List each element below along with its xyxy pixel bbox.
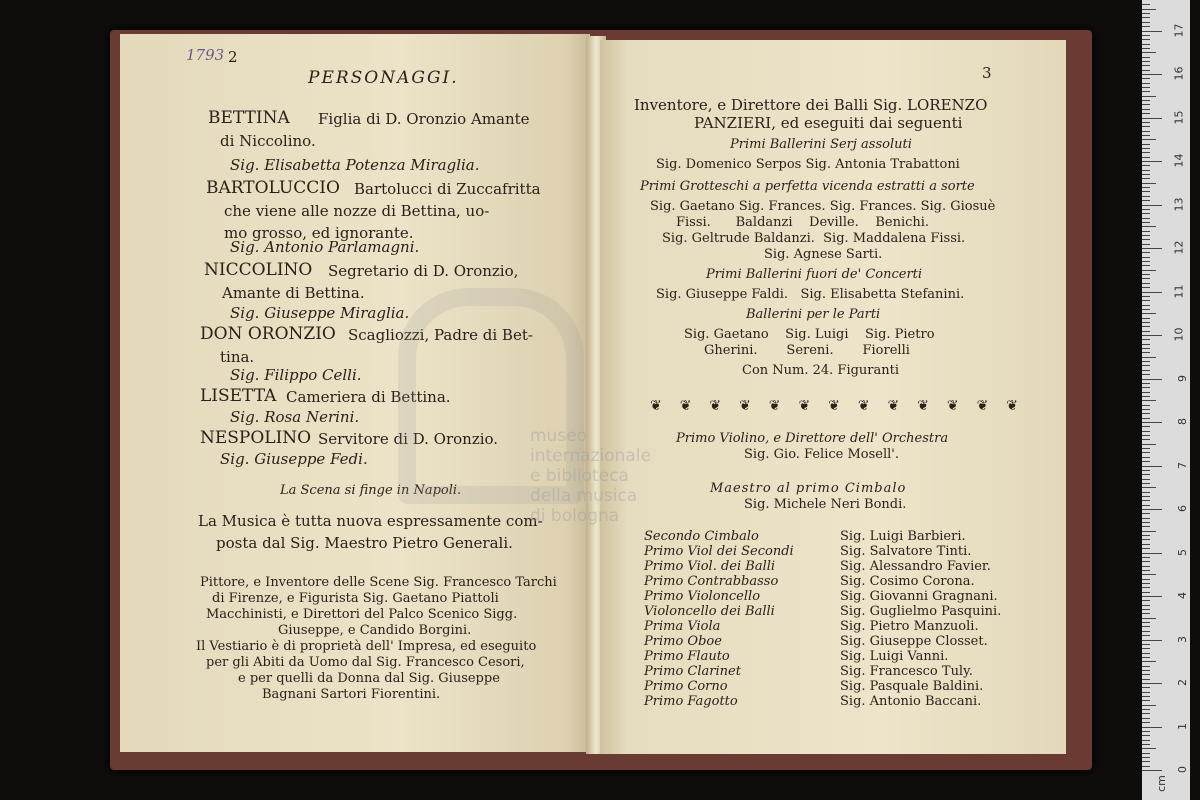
- dancer-names: Sig. Agnese Sarti.: [764, 247, 883, 262]
- ruler-label: 8: [1176, 418, 1189, 425]
- ruler-tick: [1142, 722, 1150, 723]
- ruler-tick: [1142, 235, 1150, 236]
- cast-role: Servitore di D. Oronzio.: [318, 430, 499, 448]
- ruler-tick: [1142, 466, 1162, 467]
- watermark-line: museo internazionale: [530, 426, 651, 466]
- orchestra-name: Sig. Giovanni Gragnani.: [840, 589, 998, 604]
- ruler-tick: [1142, 727, 1162, 728]
- ruler-label: 2: [1176, 679, 1189, 686]
- ruler-tick: [1142, 713, 1150, 714]
- ruler-tick: [1142, 661, 1156, 662]
- ruler-tick: [1142, 509, 1162, 510]
- ruler-tick: [1142, 283, 1150, 284]
- ruler-tick: [1142, 26, 1150, 27]
- ruler-tick: [1142, 583, 1150, 584]
- ruler-tick: [1142, 326, 1150, 327]
- section-heading: Primi Ballerini Serj assoluti: [730, 137, 912, 152]
- ruler-tick: [1142, 600, 1150, 601]
- ruler-tick: [1142, 248, 1162, 249]
- ruler-tick: [1142, 348, 1150, 349]
- section-heading: Primi Grotteschi a perfetta vicenda estratti a sorte: [640, 179, 975, 194]
- cast-role: tina.: [220, 348, 255, 366]
- ruler-tick: [1142, 209, 1150, 210]
- ruler-tick: [1142, 87, 1150, 88]
- ruler-tick: [1142, 705, 1156, 706]
- cast-name: BARTOLUCCIO: [206, 178, 340, 198]
- ruler-tick: [1142, 252, 1150, 253]
- ruler-tick: [1142, 666, 1150, 667]
- ruler-tick: [1142, 135, 1150, 136]
- ruler-tick: [1142, 526, 1150, 527]
- ruler-tick: [1142, 418, 1150, 419]
- cast-role: Amante di Bettina.: [222, 284, 365, 302]
- ruler-tick: [1142, 139, 1156, 140]
- ruler-tick: [1142, 374, 1150, 375]
- ruler-tick: [1142, 4, 1150, 5]
- ruler-tick: [1142, 205, 1162, 206]
- orchestra-name: Sig. Alessandro Favier.: [840, 559, 991, 574]
- cast-name: BETTINA: [208, 108, 290, 128]
- ruler-tick: [1142, 709, 1150, 710]
- ruler-tick: [1142, 165, 1150, 166]
- credit-line: Bagnani Sartori Fiorentini.: [262, 687, 441, 702]
- ruler-tick: [1142, 435, 1150, 436]
- ruler-tick: [1142, 178, 1150, 179]
- ruler-tick: [1142, 392, 1150, 393]
- cast-name: LISETTA: [200, 386, 277, 406]
- ruler-tick: [1142, 131, 1150, 132]
- ruler-tick: [1142, 383, 1150, 384]
- ruler-tick: [1142, 718, 1150, 719]
- ornament-icon: ❦: [739, 398, 751, 414]
- ruler-label: 6: [1176, 505, 1189, 512]
- ruler-tick: [1142, 274, 1150, 275]
- ruler-tick: [1142, 91, 1150, 92]
- ruler-tick: [1142, 152, 1150, 153]
- ruler-tick: [1142, 492, 1150, 493]
- ruler-tick: [1142, 431, 1150, 432]
- ruler-tick: [1142, 426, 1150, 427]
- ruler-tick: [1142, 9, 1156, 10]
- cast-performer: Sig. Rosa Nerini.: [230, 408, 360, 426]
- ruler-tick: [1142, 413, 1150, 414]
- ruler-tick: [1142, 448, 1150, 449]
- ruler-tick: [1142, 409, 1150, 410]
- ruler-tick: [1142, 566, 1150, 567]
- musician-name: Sig. Michele Neri Bondi.: [744, 497, 907, 512]
- ruler-tick: [1142, 370, 1150, 371]
- ornament-icon: ❦: [1006, 398, 1018, 414]
- ruler-tick: [1142, 61, 1150, 62]
- orchestra-name: Sig. Salvatore Tinti.: [840, 544, 972, 559]
- ruler-tick: [1142, 148, 1150, 149]
- ruler-tick: [1142, 244, 1150, 245]
- ruler-tick: [1142, 35, 1150, 36]
- ruler-tick: [1142, 574, 1156, 575]
- ruler-tick: [1142, 444, 1156, 445]
- cast-performer: Sig. Elisabetta Potenza Miraglia.: [230, 156, 480, 174]
- music-credit: posta dal Sig. Maestro Pietro Generali.: [216, 534, 513, 552]
- ruler-tick: [1142, 479, 1150, 480]
- ruler-tick: [1142, 474, 1150, 475]
- ornament-border: [650, 397, 1018, 415]
- section-heading: Primi Ballerini fuori de' Concerti: [706, 267, 923, 282]
- ruler-tick: [1142, 305, 1150, 306]
- orchestra-role: Secondo Cimbalo: [644, 529, 759, 544]
- ruler-tick: [1142, 753, 1150, 754]
- ruler-tick: [1142, 309, 1150, 310]
- ruler-tick: [1142, 396, 1150, 397]
- ruler-label: 5: [1176, 548, 1189, 556]
- ruler-tick: [1142, 505, 1150, 506]
- ruler-tick: [1142, 679, 1150, 680]
- music-credit: La Musica è tutta nuova espressamente com-: [198, 512, 543, 530]
- ornament-icon: ❦: [650, 398, 662, 414]
- ornament-icon: ❦: [679, 398, 692, 414]
- ruler-tick: [1142, 357, 1156, 358]
- ornament-icon: ❦: [798, 398, 811, 414]
- ruler-tick: [1142, 144, 1150, 145]
- ruler-tick: [1142, 300, 1150, 301]
- ruler-label: 14: [1172, 153, 1186, 168]
- ruler-tick: [1142, 231, 1150, 232]
- ornament-icon: ❦: [857, 398, 870, 414]
- ruler-tick: [1142, 470, 1150, 471]
- orchestra-role: Primo Flauto: [644, 649, 730, 664]
- ruler-tick: [1142, 100, 1150, 101]
- orchestra-role: Primo Fagotto: [644, 694, 738, 709]
- cast-role: di Niccolino.: [220, 132, 316, 150]
- ruler-tick: [1142, 626, 1150, 627]
- handwritten-annotation: 1793: [186, 46, 225, 64]
- orchestra-role: Primo Contrabbasso: [644, 574, 779, 589]
- ruler-label: 17: [1172, 23, 1186, 37]
- ruler-tick: [1142, 548, 1150, 549]
- page-number: 3: [982, 64, 992, 82]
- watermark-text: [530, 426, 651, 526]
- dancer-names: Fissi. Baldanzi Deville. Benichi.: [676, 215, 930, 230]
- ruler-tick: [1142, 648, 1150, 649]
- ornament-icon: ❦: [828, 398, 840, 414]
- orchestra-name: Sig. Giuseppe Closset.: [840, 634, 988, 649]
- ruler-tick: [1142, 483, 1150, 484]
- ruler-tick: [1142, 265, 1150, 266]
- ruler-tick: [1142, 457, 1150, 458]
- ruler-tick: [1142, 653, 1150, 654]
- cast-name: DON ORONZIO: [200, 324, 336, 344]
- ornament-icon: ❦: [917, 398, 929, 414]
- ruler-tick: [1142, 183, 1156, 184]
- ruler-tick: [1142, 635, 1150, 636]
- ruler-label: 13: [1172, 197, 1186, 211]
- credit-line: Il Vestiario è di proprietà dell' Impresa, ed eseguito: [196, 639, 537, 654]
- ruler-tick: [1142, 226, 1156, 227]
- ruler-tick: [1142, 500, 1150, 501]
- scene-note: La Scena si finge in Napoli.: [280, 483, 462, 498]
- ruler-tick: [1142, 200, 1150, 201]
- ornament-icon: ❦: [887, 398, 900, 414]
- ruler-tick: [1142, 674, 1150, 675]
- ornament-icon: ❦: [946, 398, 959, 414]
- orchestra-role: Primo Viol dei Secondi: [644, 544, 794, 559]
- ornament-icon: ❦: [976, 398, 989, 414]
- ruler-tick: [1142, 361, 1150, 362]
- ruler-tick: [1142, 322, 1150, 323]
- ruler-tick: [1142, 31, 1162, 32]
- ornament-icon: ❦: [768, 398, 781, 414]
- ruler-tick: [1142, 213, 1150, 214]
- dancer-names: Sig. Gaetano Sig. Luigi Sig. Pietro: [684, 327, 935, 342]
- credit-line: per gli Abiti da Uomo dal Sig. Francesco Cesori,: [206, 655, 525, 670]
- ruler-tick: [1142, 740, 1150, 741]
- ruler-tick: [1142, 161, 1162, 162]
- ruler-tick: [1142, 344, 1150, 345]
- ruler-tick: [1142, 261, 1150, 262]
- ruler-tick: [1142, 170, 1150, 171]
- orchestra-name: Sig. Luigi Vanni.: [840, 649, 949, 664]
- ruler-tick: [1142, 52, 1156, 53]
- orchestra-name: Sig. Luigi Barbieri.: [840, 529, 966, 544]
- ruler-tick: [1142, 439, 1150, 440]
- ruler-tick: [1142, 78, 1150, 79]
- orchestra-name: Sig. Cosimo Corona.: [840, 574, 975, 589]
- cast-performer: Sig. Antonio Parlamagni.: [230, 238, 420, 256]
- ruler-tick: [1142, 605, 1150, 606]
- ruler-tick: [1142, 278, 1150, 279]
- page-number: 2: [228, 48, 238, 66]
- ruler-tick: [1142, 318, 1150, 319]
- ruler-label: 7: [1176, 461, 1189, 469]
- orchestra-role: Violoncello dei Balli: [644, 604, 775, 619]
- ruler-tick: [1142, 270, 1156, 271]
- ruler-tick: [1142, 557, 1150, 558]
- ruler-tick: [1142, 296, 1150, 297]
- ruler-tick: [1142, 339, 1150, 340]
- ruler-tick: [1142, 157, 1150, 158]
- watermark-line: e biblioteca della musica: [530, 466, 638, 506]
- ornament-icon: ❦: [709, 398, 722, 414]
- ballet-credit: Inventore, e Direttore dei Balli Sig. LORENZO: [634, 96, 988, 114]
- ruler-tick: [1142, 104, 1150, 105]
- ruler-tick: [1142, 570, 1150, 571]
- credit-line: Pittore, e Inventore delle Scene Sig. Francesco Tarchi: [200, 575, 557, 590]
- ruler-tick: [1142, 422, 1162, 423]
- ruler-tick: [1142, 770, 1162, 771]
- dancer-names: Sig. Domenico Serpos Sig. Antonia Trabattoni: [656, 157, 960, 172]
- ruler-tick: [1142, 48, 1150, 49]
- page-title: PERSONAGGI.: [308, 68, 459, 88]
- dancer-names: Sig. Giuseppe Faldi. Sig. Elisabetta Stefanini.: [656, 287, 965, 302]
- ruler-tick: [1142, 17, 1150, 18]
- ruler-tick: [1142, 609, 1150, 610]
- ruler-tick: [1142, 539, 1150, 540]
- ruler-tick: [1142, 587, 1150, 588]
- ruler-tick: [1142, 118, 1162, 119]
- ruler-tick: [1142, 735, 1150, 736]
- ruler-tick: [1142, 461, 1150, 462]
- ruler-tick: [1142, 518, 1150, 519]
- ruler-tick: [1142, 687, 1150, 688]
- credit-line: Macchinisti, e Direttori del Palco Scenico Sigg.: [206, 607, 518, 622]
- ruler-tick: [1142, 44, 1150, 45]
- dancer-names: Sig. Geltrude Baldanzi. Sig. Maddalena Fissi.: [662, 231, 966, 246]
- credit-line: Giuseppe, e Candido Borgini.: [278, 623, 472, 638]
- ruler-tick: [1142, 513, 1150, 514]
- ruler-tick: [1142, 496, 1150, 497]
- orchestra-role: Primo Corno: [644, 679, 728, 694]
- ruler-tick: [1142, 670, 1150, 671]
- cast-role: Scagliozzi, Padre di Bet-: [348, 326, 533, 344]
- ruler-label: 1: [1176, 722, 1189, 730]
- ruler-tick: [1142, 553, 1162, 554]
- ruler-label: 9: [1176, 374, 1189, 382]
- cast-role: Cameriera di Bettina.: [286, 388, 451, 406]
- ruler-tick: [1142, 174, 1150, 175]
- ruler-tick: [1142, 613, 1150, 614]
- section-heading: Ballerini per le Parti: [746, 307, 881, 322]
- ruler-tick: [1142, 39, 1150, 40]
- dancer-names: Sig. Gaetano Sig. Frances. Sig. Frances. Sig. Giosuè: [650, 199, 996, 214]
- ruler-tick: [1142, 292, 1162, 293]
- ruler-tick: [1142, 113, 1150, 114]
- ruler-unit: cm: [1155, 775, 1169, 792]
- ruler-tick: [1142, 700, 1150, 701]
- ruler-label: 16: [1172, 66, 1186, 81]
- ruler-tick: [1142, 109, 1150, 110]
- ruler-tick: [1142, 544, 1150, 545]
- ruler-tick: [1142, 618, 1156, 619]
- ruler-tick: [1142, 683, 1162, 684]
- ruler-tick: [1142, 196, 1150, 197]
- ruler-tick: [1142, 579, 1150, 580]
- ruler-tick: [1142, 365, 1150, 366]
- cast-role: Segretario di D. Oronzio,: [328, 262, 519, 280]
- ruler-tick: [1142, 83, 1150, 84]
- ruler-tick: [1142, 531, 1156, 532]
- ruler-tick: [1142, 535, 1150, 536]
- ruler-tick: [1142, 257, 1150, 258]
- ruler-tick: [1142, 352, 1150, 353]
- ruler-tick: [1142, 65, 1150, 66]
- ruler-tick: [1142, 96, 1156, 97]
- ruler-tick: [1142, 187, 1150, 188]
- cast-performer: Sig. Giuseppe Fedi.: [220, 450, 368, 468]
- ruler-tick: [1142, 74, 1162, 75]
- cast-role: mo grosso, ed ignorante.: [224, 224, 414, 242]
- ruler-tick: [1142, 387, 1150, 388]
- section-heading: Maestro al primo Cimbalo: [710, 481, 907, 496]
- cast-role: che viene alle nozze di Bettina, uo-: [224, 202, 490, 220]
- ruler-tick: [1142, 335, 1162, 336]
- ruler-tick: [1142, 22, 1150, 23]
- ruler-tick: [1142, 452, 1150, 453]
- orchestra-name: Sig. Francesco Tuly.: [840, 664, 973, 679]
- ruler-tick: [1142, 405, 1150, 406]
- orchestra-role: Primo Clarinet: [644, 664, 741, 679]
- orchestra-role: Primo Violoncello: [644, 589, 761, 604]
- ruler-tick: [1142, 239, 1150, 240]
- cast-name: NESPOLINO: [200, 428, 312, 448]
- orchestra-role: Prima Viola: [644, 619, 721, 634]
- museum-watermark: [398, 288, 651, 526]
- ruler-label: 15: [1172, 110, 1186, 124]
- ruler-tick: [1142, 640, 1162, 641]
- orchestra-name: Sig. Pasquale Baldini.: [840, 679, 984, 694]
- ruler-tick: [1142, 631, 1150, 632]
- section-heading: Primo Violino, e Direttore dell' Orchestra: [676, 431, 949, 446]
- watermark-line: di bologna: [530, 506, 620, 526]
- ruler-tick: [1142, 126, 1150, 127]
- orchestra-name: Sig. Guglielmo Pasquini.: [840, 604, 1002, 619]
- dancer-names: Gherini. Sereni. Fiorelli: [704, 343, 910, 358]
- ruler-tick: [1142, 644, 1150, 645]
- orchestra-role: Primo Oboe: [644, 634, 722, 649]
- ruler-label: 12: [1172, 240, 1186, 255]
- ruler-tick: [1142, 287, 1150, 288]
- ruler-label: 0: [1176, 766, 1189, 773]
- ballet-credit: PANZIERI, ed eseguiti dai seguenti: [694, 114, 963, 132]
- ruler-tick: [1142, 13, 1150, 14]
- cast-name: NICCOLINO: [204, 260, 313, 280]
- ruler-tick: [1142, 218, 1150, 219]
- ruler-tick: [1142, 522, 1150, 523]
- cast-role: Figlia di D. Oronzio Amante: [318, 110, 530, 128]
- orchestra-name: Sig. Pietro Manzuoli.: [840, 619, 979, 634]
- ruler-label: 11: [1172, 284, 1186, 298]
- ruler-tick: [1142, 766, 1150, 767]
- credit-line: di Firenze, e Figurista Sig. Gaetano Piattoli: [212, 591, 499, 606]
- ruler-tick: [1142, 622, 1150, 623]
- ruler-tick: [1142, 222, 1150, 223]
- ruler-tick: [1142, 744, 1150, 745]
- cast-role: Bartolucci di Zuccafritta: [354, 180, 541, 198]
- ruler-label: 10: [1172, 327, 1186, 342]
- ruler-label: 4: [1176, 592, 1189, 599]
- ruler-tick: [1142, 191, 1150, 192]
- ruler-tick: [1142, 592, 1150, 593]
- ruler-tick: [1142, 692, 1150, 693]
- ruler-tick: [1142, 731, 1150, 732]
- ruler-tick: [1142, 696, 1150, 697]
- ruler-tick: [1142, 657, 1150, 658]
- ruler-tick: [1142, 748, 1156, 749]
- orchestra-name: Sig. Antonio Baccani.: [840, 694, 982, 709]
- ruler-tick: [1142, 487, 1156, 488]
- ruler-tick: [1142, 313, 1156, 314]
- orchestra-role: Primo Viol. dei Balli: [644, 559, 776, 574]
- cast-performer: Sig. Giuseppe Miraglia.: [230, 304, 410, 322]
- ruler-label: 3: [1176, 635, 1189, 643]
- ruler-tick: [1142, 596, 1162, 597]
- cast-performer: Sig. Filippo Celli.: [230, 366, 362, 384]
- musician-name: Sig. Gio. Felice Mosell'.: [744, 447, 900, 462]
- ruler-tick: [1142, 331, 1150, 332]
- figuranti-note: Con Num. 24. Figuranti: [742, 363, 900, 378]
- credit-line: e per quelli da Donna dal Sig. Giuseppe: [238, 671, 500, 686]
- ruler-tick: [1142, 70, 1150, 71]
- ruler-tick: [1142, 757, 1150, 758]
- measurement-ruler: [1142, 0, 1190, 800]
- ruler-tick: [1142, 379, 1162, 380]
- ruler-tick: [1142, 561, 1150, 562]
- ruler-tick: [1142, 122, 1150, 123]
- ruler-tick: [1142, 57, 1150, 58]
- ruler-tick: [1142, 400, 1156, 401]
- ruler-tick: [1142, 761, 1150, 762]
